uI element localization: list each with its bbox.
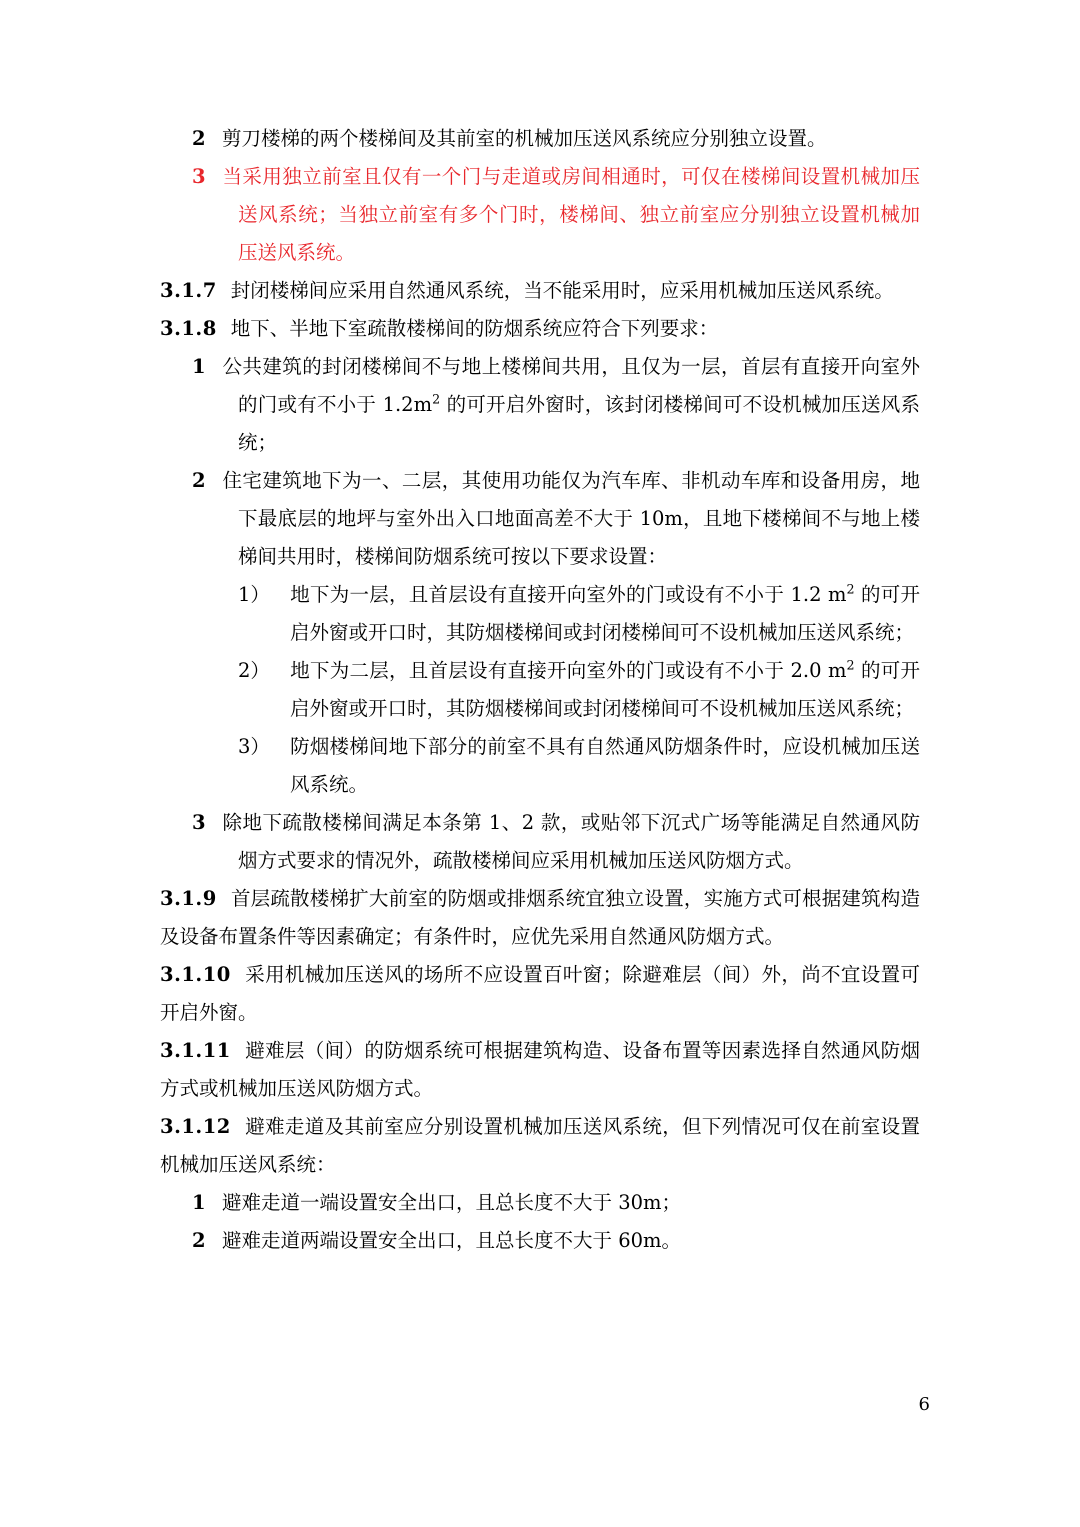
list-item-number: 2 bbox=[192, 1229, 206, 1253]
sub-list-item bbox=[238, 728, 920, 804]
clause-text: 避难走道及其前室应分别设置机械加压送风系统，但下列情况可仅在前室设置机械加压送风系统： bbox=[160, 1115, 920, 1177]
list-item-text-b: 的可开启外窗时，该封闭楼梯间可不设机械加压送风系统； bbox=[238, 393, 921, 455]
sub-list-item-text-a: 地下为一层，且首层设有直接开向室外的门或设有不小于 1.2 m bbox=[290, 583, 847, 607]
clause-3-1-7 bbox=[160, 272, 920, 310]
clause-3-1-8 bbox=[160, 310, 920, 348]
clause-3-1-12 bbox=[160, 1108, 920, 1184]
list-item-text: 当采用独立前室且仅有一个门与走道或房间相通时，可仅在楼梯间设置机械加压送风系统；当独立前室有多个门时，楼梯间、独立前室应分别独立设置机械加压送风系统。 bbox=[222, 165, 920, 265]
sub-list-item-number: 1） bbox=[238, 583, 270, 607]
list-item-text-a: 公共建筑的封闭楼梯间不与地上楼梯间共用，且仅为一层，首层有直接开向室外的门或有不小于 1.2m bbox=[222, 355, 920, 417]
list-item-text: 避难走道两端设置安全出口，且总长度不大于 60m。 bbox=[222, 1229, 682, 1253]
sub-list-item-number: 3） bbox=[238, 735, 270, 759]
sub-list-item-number: 2） bbox=[238, 659, 270, 683]
list-item bbox=[192, 1222, 920, 1260]
clause-number: 3.1.8 bbox=[160, 317, 217, 341]
clause-text: 采用机械加压送风的场所不应设置百叶窗；除避难层（间）外，尚不宜设置可开启外窗。 bbox=[160, 963, 920, 1025]
list-item-highlighted bbox=[192, 158, 920, 272]
list-item bbox=[192, 348, 920, 462]
clause-number: 3.1.7 bbox=[160, 279, 217, 303]
list-item-text: 住宅建筑地下为一、二层，其使用功能仅为汽车库、非机动车库和设备用房，地下最底层的地坪与室外出入口地面高差不大于 10m，且地下楼梯间不与地上楼梯间共用时，楼梯间防烟系统可按以下要求设置： bbox=[222, 469, 920, 569]
clause-3-1-9 bbox=[160, 880, 920, 956]
superscript-unit: 2 bbox=[432, 391, 441, 407]
list-item bbox=[192, 120, 920, 158]
list-item bbox=[192, 1184, 920, 1222]
list-item bbox=[192, 462, 920, 576]
clause-number: 3.1.10 bbox=[160, 963, 231, 987]
list-item-text: 剪刀楼梯的两个楼梯间及其前室的机械加压送风系统应分别独立设置。 bbox=[222, 127, 827, 150]
clause-number: 3.1.9 bbox=[160, 887, 217, 911]
document-body bbox=[160, 120, 920, 1260]
clause-3-1-11 bbox=[160, 1032, 920, 1108]
clause-text: 首层疏散楼梯扩大前室的防烟或排烟系统宜独立设置，实施方式可根据建筑构造及设备布置条件等因素确定；有条件时，应优先采用自然通风防烟方式。 bbox=[160, 887, 920, 949]
sub-list-item-text-b: 的可开启外窗或开口时，其防烟楼梯间或封闭楼梯间可不设机械加压送风系统； bbox=[290, 583, 921, 645]
sub-list-item-text: 防烟楼梯间地下部分的前室不具有自然通风防烟条件时，应设机械加压送风系统。 bbox=[290, 735, 920, 797]
list-item bbox=[192, 804, 920, 880]
clause-text: 封闭楼梯间应采用自然通风系统，当不能采用时，应采用机械加压送风系统。 bbox=[230, 279, 894, 303]
list-item-number: 2 bbox=[192, 127, 206, 150]
list-item-text: 避难走道一端设置安全出口，且总长度不大于 30m； bbox=[222, 1191, 682, 1215]
sub-list-item bbox=[238, 576, 920, 652]
sub-list-item bbox=[238, 652, 920, 728]
page-number: 6 bbox=[918, 1394, 930, 1415]
list-item-number: 3 bbox=[192, 811, 206, 835]
clause-text: 地下、半地下室疏散楼梯间的防烟系统应符合下列要求： bbox=[230, 317, 719, 341]
list-item-text: 除地下疏散楼梯间满足本条第 1、2 款，或贴邻下沉式广场等能满足自然通风防烟方式要求的情况外，疏散楼梯间应采用机械加压送风防烟方式。 bbox=[222, 811, 920, 873]
clause-text: 避难层（间）的防烟系统可根据建筑构造、设备布置等因素选择自然通风防烟方式或机械加压送风防烟方式。 bbox=[160, 1039, 920, 1101]
list-item-number: 1 bbox=[192, 1191, 206, 1215]
list-item-number: 2 bbox=[192, 469, 206, 493]
sub-list-item-text-a: 地下为二层，且首层设有直接开向室外的门或设有不小于 2.0 m bbox=[290, 659, 847, 683]
sub-list-item-text-b: 的可开启外窗或开口时，其防烟楼梯间或封闭楼梯间可不设机械加压送风系统； bbox=[290, 659, 921, 721]
list-item-number: 3 bbox=[192, 165, 206, 189]
list-item-number: 1 bbox=[192, 355, 206, 379]
superscript-unit: 2 bbox=[846, 657, 855, 673]
clause-number: 3.1.12 bbox=[160, 1115, 231, 1139]
clause-number: 3.1.11 bbox=[160, 1039, 231, 1063]
clause-3-1-10 bbox=[160, 956, 920, 1032]
superscript-unit: 2 bbox=[846, 581, 855, 597]
